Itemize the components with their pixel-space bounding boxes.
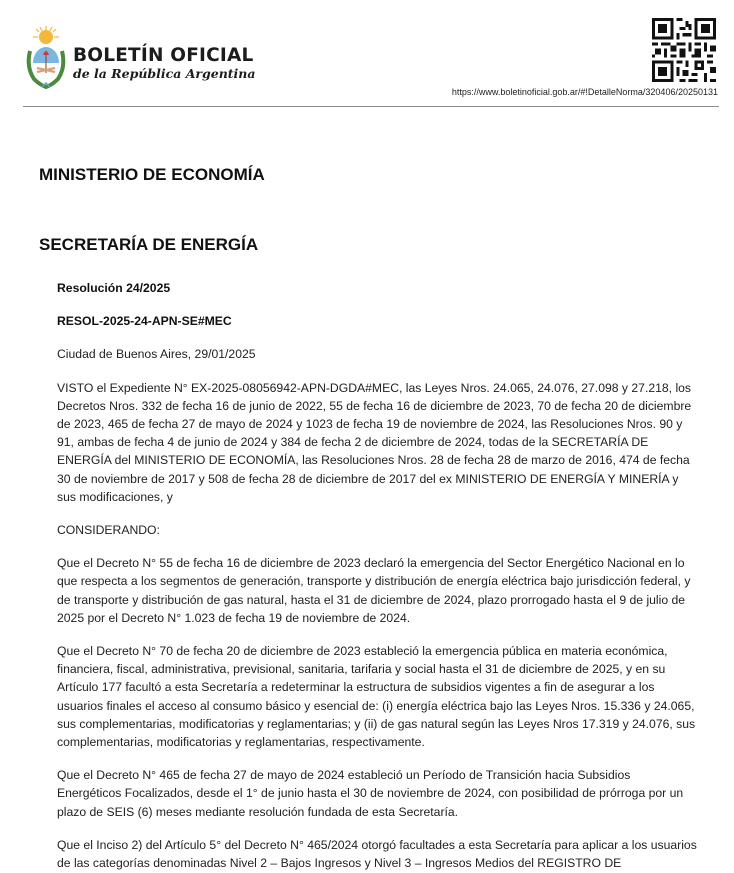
considerando-heading: CONSIDERANDO:: [57, 523, 160, 538]
body-paragraph: Que el Decreto N° 70 de fecha 20 de diciembre de 2023 estableció la emergencia pública en materia económica, financiera, fiscal, administrativa, previsional, sanitaria, tarifaria y social hasta el 31 de diciembre de 2025, y en su Artículo 177 facultó a esta Secretaría a redeterminar la estructura de subsidios vigentes a fin de asegurar a los usuarios finales el acceso al consumo básico y esencial de: (i) energía eléctrica bajo las Leyes Nros. 15.336 y 24.065, sus complementarias, modificatorias y reglamentarias; y (ii) de gas natural según las Leyes Nros 17.319 y 24.076, sus complementarias, modificatorias y reglamentarias, respectivamente.: [57, 644, 696, 750]
document-body: [57, 279, 697, 872]
qr-code-icon[interactable]: [652, 18, 716, 82]
secretary-heading: SECRETARÍA DE ENERGÍA: [39, 235, 259, 254]
shield-icon: [33, 47, 59, 79]
header-divider: [23, 106, 719, 107]
sun-icon: [33, 26, 59, 44]
document-url[interactable]: https://www.boletinoficial.gob.ar/#!DetalleNorma/320406/20250131: [451, 87, 718, 97]
coat-of-arms-logo: [24, 25, 68, 91]
ministry-heading: MINISTERIO DE ECONOMÍA: [39, 165, 265, 184]
resolution-title: Resolución 24/2025: [57, 281, 171, 295]
body-paragraph: Que el Decreto N° 465 de fecha 27 de mayo de 2024 estableció un Período de Transición hacia Subsidios Energéticos Focalizados, desde el 1° de junio hasta el 30 de noviembre de 2024, con posibilidad de prórroga por un plazo de SEIS (6) meses mediante resolución fundada de esta Secretaría.: [57, 768, 684, 819]
body-paragraph: Que el Decreto N° 55 de fecha 16 de diciembre de 2023 declaró la emergencia del Sector Energético Nacional en lo que respecta a los segmentos de generación, transporte y distribución de energía eléctrica bajo jurisdicción federal, y de transporte y distribución de gas natural, hasta el 31 de diciembre de 2024, plazo prorrogado hasta el 9 de julio de 2025 por el Decreto N° 1.023 de fecha 19 de noviembre de 2024.: [57, 556, 691, 625]
resolution-code: RESOL-2025-24-APN-SE#MEC: [57, 314, 232, 329]
body-paragraph: Que el Inciso 2) del Artículo 5° del Decreto N° 465/2024 otorgó facultades a esta Secretaría para aplicar a los usuarios de las categorías denominadas Nivel 2 – Bajos Ingresos y Nivel 3 – Ingresos Medios del REGISTRO DE: [57, 837, 697, 871]
brand-title: BOLETÍN OFICIAL: [73, 45, 254, 66]
place-date: Ciudad de Buenos Aires, 29/01/2025: [57, 347, 256, 362]
page-header: [0, 0, 734, 110]
brand-subtitle: de la República Argentina: [73, 66, 256, 81]
visto-paragraph: VISTO el Expediente N° EX-2025-08056942-APN-DGDA#MEC, las Leyes Nros. 24.065, 24.076, 27.098 y 27.218, los Decretos Nros. 332 de fecha 16 de junio de 2022, 55 de fecha 16 de diciembre de 2023, 70 de fecha 20 de diciembre de 2023, 465 de fecha 27 de mayo de 2024 y 1023 de fecha 19 de noviembre de 2024, las Resoluciones Nros. 90 y 91, ambas de fecha 4 de junio de 2024 y 384 de fecha 2 de diciembre de 2024, todas de la SECRETARÍA DE ENERGÍA del MINISTERIO DE ECONOMÍA, las Resoluciones Nros. 28 de fecha 28 de marzo de 2016, 474 de fecha 30 de noviembre de 2017 y 508 de fecha 28 de diciembre de 2017 del ex MINISTERIO DE ENERGÍA Y MINERÍA y sus modificaciones, y: [57, 380, 692, 504]
